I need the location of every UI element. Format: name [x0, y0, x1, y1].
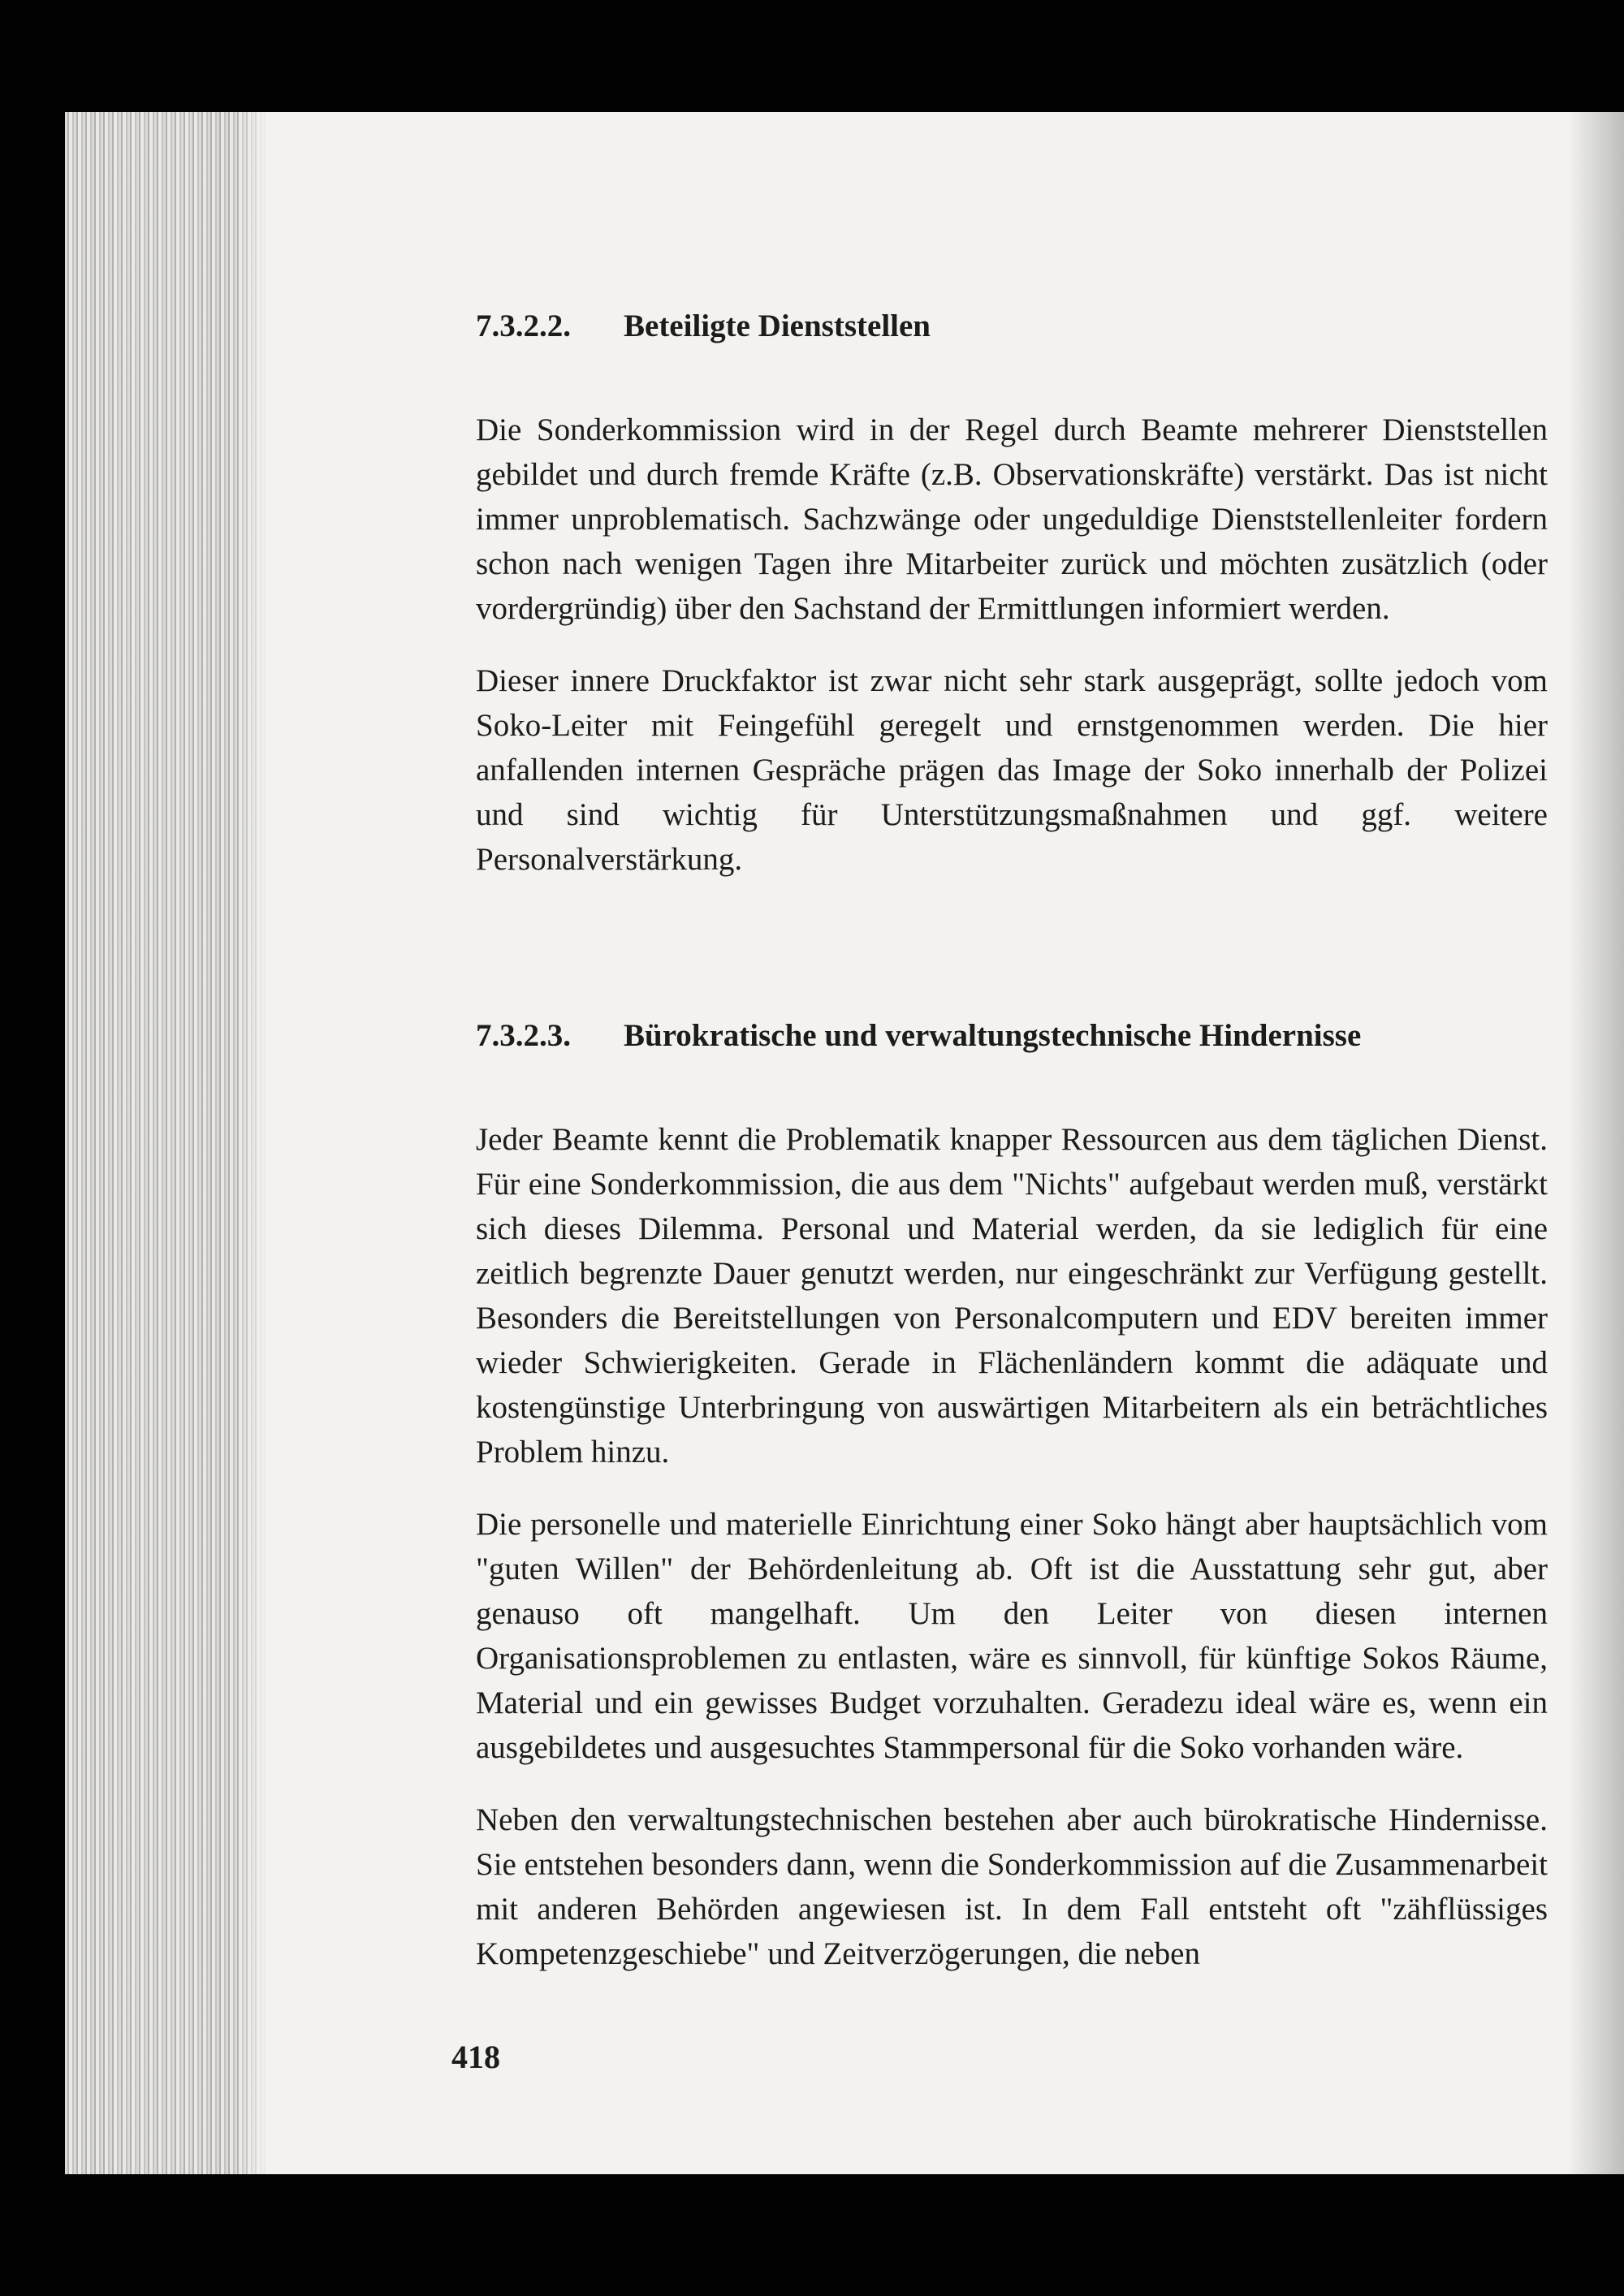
section-title: Beteiligte Dienststellen: [624, 309, 931, 343]
section-number: 7.3.2.3.: [476, 1018, 571, 1053]
section-number: 7.3.2.2.: [476, 309, 571, 343]
gutter-shadow: [1567, 112, 1624, 2174]
paragraph: Jeder Beamte kennt die Problematik knapper Ressourcen aus dem täglichen Dienst. Für eine Sonderkommission, die aus dem "Nichts" aufgebaut werden muß, verstärkt sich dieses Dilemma. Personal und Material werden, da sie lediglich für eine zeitlich begrenzte Dauer genutzt werden, nur eingeschränkt zur Verfügung gestellt. Besonders die Bereitstellungen von Personalcomputern und EDV bereiten immer wieder Schwierigkeiten. Gerade in Flächenländern kommt die adäquate und kostengünstige Unterbringung von auswärtigen Mitarbeitern als ein beträchtliches Problem hinzu.: [476, 1122, 1548, 1470]
paragraph: Die Sonderkommission wird in der Regel durch Beamte mehrerer Dienststellen gebildet und durch fremde Kräfte (z.B. Observationskräfte) verstärkt. Das ist nicht immer unproblematisch. Sachzwänge oder ungeduldige Dienststellenleiter fordern schon nach wenigen Tagen ihre Mitarbeiter zurück und möchten zusätzlich (oder vordergründig) über den Sachstand der Ermittlungen informiert werden.: [476, 412, 1548, 626]
page-edges: [65, 112, 268, 2174]
section-heading: [476, 302, 1548, 351]
paragraph: Die personelle und materielle Einrichtung einer Soko hängt aber hauptsächlich vom "guten Willen" der Behördenleitung ab. Oft ist die Ausstattung sehr gut, aber genauso oft mangelhaft. Um den Leiter von diesen internen Organisationsproblemen zu entlasten, wäre es sinnvoll, für künftige Sokos Räume, Material und ein gewisses Budget vorzuhalten. Geradezu ideal wäre es, wenn ein ausgebildetes und ausgesuchtes Stammpersonal für die Soko vorhanden wäre.: [476, 1507, 1548, 1765]
section-heading: [476, 1012, 1548, 1060]
paragraph: Neben den verwaltungstechnischen bestehen aber auch bürokratische Hindernisse. Sie entstehen besonders dann, wenn die Sonderkommission auf die Zusammenarbeit mit anderen Behörden angewiesen ist. In dem Fall entsteht oft "zähflüssiges Kompetenzgeschiebe" und Zeitverzögerungen, die neben: [476, 1802, 1548, 1971]
paragraph: Dieser innere Druckfaktor ist zwar nicht sehr stark ausgeprägt, sollte jedoch vom Soko-Leiter mit Feingefühl geregelt und ernstgenommen werden. Die hier anfallenden internen Gespräche prägen das Image der Soko innerhalb der Polizei und sind wichtig für Unterstützungsmaßnahmen und ggf. weitere Personalverstärkung.: [476, 663, 1548, 877]
section-title: Bürokratische und verwaltungstechnische Hindernisse: [624, 1018, 1362, 1053]
page-content: [476, 302, 1548, 1976]
page-number: 418: [451, 2039, 500, 2075]
